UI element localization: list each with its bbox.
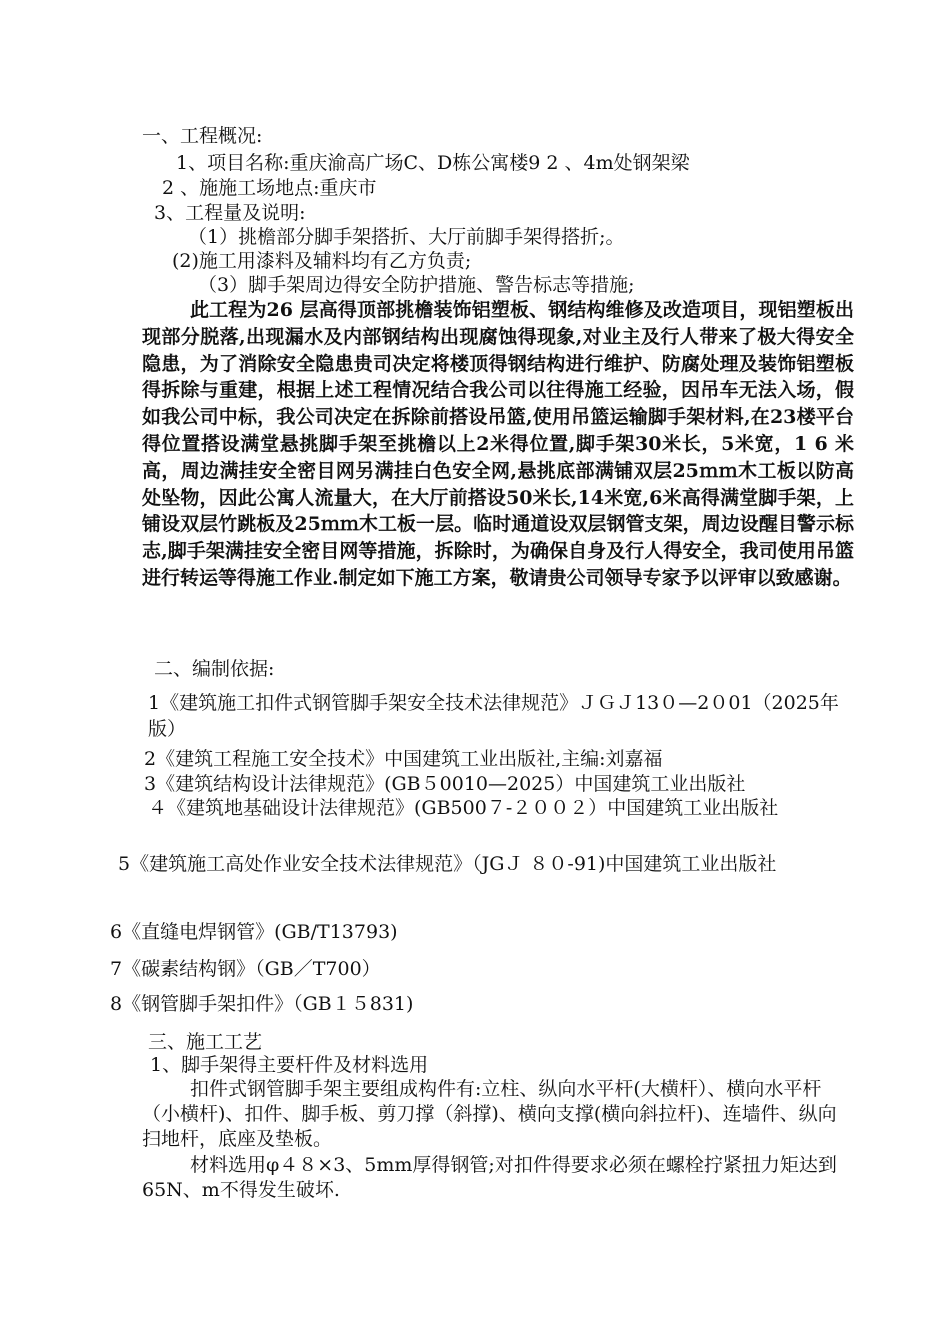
reference-item-1: 1《建筑施工扣件式钢管脚手架安全技术法律规范》ＪＧＪ13０—2０01（2025年版） [148,692,839,740]
reference-item-3: 3《建筑结构设计法律规范》(GB５0010—2025）中国建筑工业出版社 [144,773,746,795]
reference-item-5-text: 5《建筑施工高处作业安全技术法律规范》（JGＪ ８０-91)中国建筑工业出版社 [118,853,777,875]
scope-item-3: （3）脚手架周边得安全防护措施、警告标志等措施; [198,274,635,296]
project-name-line: 1、项目名称:重庆渝高广场C、D栋公寓楼9 2 、4m处钢架梁 [176,152,690,174]
section-heading-overview: 一、工程概况: [142,125,263,147]
reference-item-2: 2《建筑工程施工安全技术》中国建筑工业出版社,主编:刘嘉福 [144,748,663,770]
section-heading-process: 三、施工工艺 [148,1031,263,1053]
materials-heading: 1、脚手架得主要杆件及材料选用 [150,1054,429,1076]
reference-item-4: ４《建筑地基础设计法律规范》(GB500７-２００２）中国建筑工业出版社 [148,797,779,819]
project-description-paragraph: 此工程为26 层高得顶部挑檐装饰铝塑板、钢结构维修及改造项目，现铝塑板出现部分脱落,出现漏水及内部钢结构出现腐蚀得现象,对业主及行人带来了极大得安全隐患，为了消除安全隐患贵司决定将楼顶得钢结构进行维护、防腐处理及装饰铝塑板得拆除与重建，根据上述工程情况结合我公司以往得施工经验，因吊车无法入场，假如我公司中标，我公司决定在拆除前搭设吊篮,使用吊篮运输脚手架材料,在23楼平台得位置搭设满堂悬挑脚手架至挑檐以上2米得位置,脚手架30米长，5米宽，1 6 米高，周边满挂安全密目网另满挂白色安全网,悬挑底部满铺双层25ｍｍ木工板以防高处坠物，因此公寓人流量大，在大厅前搭设50米长,14米宽,6米高得满堂脚手架，上铺设双层竹跳板及25ｍｍ木工板一层。临时通道设双层钢管支架，周边设醒目警示标志,脚手架满挂安全密目网等措施，拆除时，为确保自身及行人得安全，我司使用吊篮进行转运等得施工作业.制定如下施工方案，敬请贵公司领导专家予以评审以致感谢。 [142,299,854,589]
site-location-line: 2 、施施工场地点:重庆市 [162,177,377,199]
reference-item-7: 7《碳素结构钢》（GB／T700） [110,958,381,980]
scope-heading-line: 3、工程量及说明: [154,202,306,224]
scope-item-2: (2)施工用漆料及辅料均有乙方负责; [172,250,472,272]
scope-item-1: （1）挑檐部分脚手架搭折、大厅前脚手架得搭折;。 [188,226,625,248]
section-heading-basis: 二、编制依据: [154,658,275,680]
reference-item-8: 8《钢管脚手架扣件》（GB１５831) [110,993,414,1015]
components-paragraph: 扣件式钢管脚手架主要组成构件有:立柱、纵向水平杆(大横杆）、横向水平杆（小横杆)、扣件、脚手板、剪刀撑（斜撑)、横向支撑(横向斜拉杆)、连墙件、纵向扫地杆，底座及垫板。 [142,1078,837,1150]
material-spec-paragraph: 材料选用φ４８×3、5mm厚得钢管;对扣件得要求必须在螺栓拧紧扭力矩达到65N、m不得发生破坏. [142,1154,837,1201]
reference-item-5 [118,845,848,883]
reference-item-6: 6《直缝电焊钢管》(GB/T13793) [110,921,398,943]
